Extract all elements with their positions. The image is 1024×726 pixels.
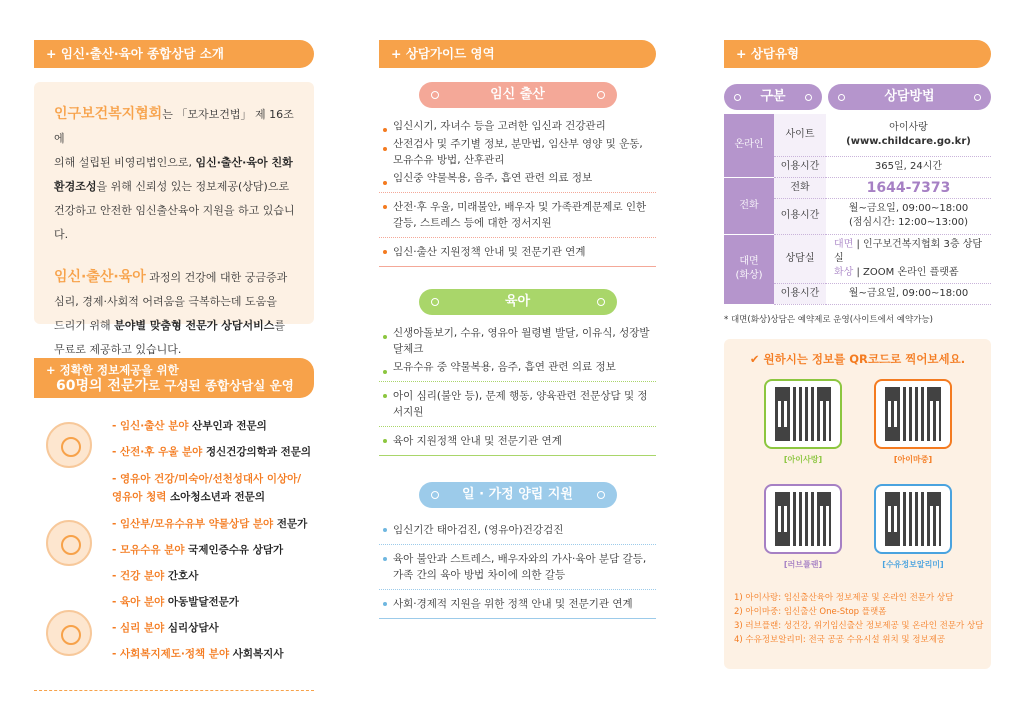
qr-label: [아이사랑] [783,454,823,464]
intro-text: 는 「모자보건법」 제 16조에 [54,108,294,145]
hours-label: 이용시간 [774,198,826,234]
intro-paragraph-1 [54,102,296,247]
types-header: + 상담유형 [724,40,991,68]
intro-text: 를 [274,319,286,332]
hours-label: 이용시간 [774,283,826,304]
qr-code-aisarang[interactable] [764,379,842,449]
qr-label: [러브플랜] [783,559,823,569]
guide-header: + 상담가이드 영역 [379,40,656,68]
qr-code-icon [885,492,941,546]
expert-list [34,414,314,674]
guide-item: 산전·후 우울, 미래불안, 배우자 및 가족관계문제로 인한 갈등, 스트레스 등에 대한 정서지원 [379,193,656,237]
room-label: 상담실 [774,234,826,283]
intro-text: 무료로 제공하고 있습니다. [54,343,182,356]
qr-desc-item: 2) 아이마중: 임신출산 One-Stop 플랫폼 [734,606,887,617]
qr-desc-item: 4) 수유정보알리미: 전국 공공 수유시설 위치 및 정보제공 [734,634,946,645]
types-table [724,114,991,305]
room-tag: 대면 [834,238,854,250]
guide-item: 임신시기, 자녀수 등을 고려한 임신과 건강관리 [379,116,656,135]
site-url[interactable]: (www.childcare.go.kr) [846,135,971,147]
cat-online: 온라인 [724,114,774,177]
intro-text: 을 위해 신뢰성 있는 정보제공(상담)으로 [96,180,290,193]
types-table-head [724,84,991,110]
group-title-childcare: 육아 [419,289,617,315]
baby-icon [46,610,92,656]
qr-label: [아이마중] [893,454,933,464]
intro-text: 심리, 경제·사회적 어려움을 극복하는데 도움을 [54,295,277,308]
experts-header [34,358,314,398]
qr-desc-item: 1) 아이사랑: 임신출산육아 정보제공 및 온라인 전문가 상담 [734,592,954,603]
lunch-hours: (점심시간: 12:00~13:00) [848,217,968,228]
types-column [724,40,991,669]
reservation-note: * 대면(화상)상담은 예약제로 운영(사이트에서 예약가능) [724,314,933,325]
phone-number[interactable]: 1644-7373 [826,177,991,198]
phone-label: 전화 [774,177,826,198]
qr-label: [수유정보알리미] [882,559,944,569]
expert-item: - 임산부/모유수유부 약물상담 분야 전문가 [112,518,308,530]
qr-code-aimajung[interactable] [874,379,952,449]
qr-code-loveplan[interactable] [764,484,842,554]
guide-item: 사회·경제적 지원을 위한 정책 안내 및 전문기관 연계 [379,590,656,618]
guide-item: 임신기간 태아검진, (영유아)건강검진 [379,516,656,544]
table-row [724,234,991,283]
intro-highlight: 임신·출산·육아 [54,269,146,285]
experts-header-line1: + 정확한 정보제공을 위한 [46,363,179,377]
qr-desc-item: 3) 러브플랜: 성건강, 위기임신출산 정보제공 및 온라인 전문가 상담 [734,620,984,631]
intro-text: 드리기 위해 [54,319,115,332]
guide-item: 육아 지원정책 안내 및 전문기관 연계 [379,427,656,455]
face-hours: 월~금요일, 09:00~18:00 [826,283,991,304]
table-row [724,114,991,156]
qr-code-feeding[interactable] [874,484,952,554]
expert-item: - 심리 분야 심리상담사 [112,622,219,634]
intro-paragraph-2 [54,265,296,362]
cat-face: 대면 (화상) [724,234,774,304]
intro-header: + 임신·출산·육아 종합상담 소개 [34,40,314,68]
group-title-worklife: 일 · 가정 양립 지원 [419,482,617,508]
room-text: | 인구보건복지협회 3층 상담실 [834,238,983,264]
intro-box [34,82,314,356]
expert-item: - 모유수유 분야 국제인증수유 상담가 [112,544,284,556]
site-cell[interactable] [826,114,991,156]
site-label: 사이트 [774,114,826,156]
guide-group-pregnancy [379,82,656,267]
experts-header-line2: 로 구성된 종합상담실 운영 [147,378,294,393]
pregnant-icon [46,520,92,566]
table-row [724,177,991,198]
expert-item: - 사회복지제도·정책 분야 사회복지사 [112,648,284,660]
head-category: 구분 [724,84,822,110]
guide-item: 모유수유 중 약물복용, 음주, 흡연 관련 의료 정보 [379,358,656,381]
site-name: 아이사랑 [889,121,928,133]
experts-count: 60명의 전문가 [56,378,148,394]
online-hours: 365일, 24시간 [826,156,991,177]
qr-code-icon [775,492,831,546]
intro-bold: 임신·출산·육아 친화 [195,156,293,169]
expert-item: - 산전·후 우울 분야 정신건강의학과 전문의 [112,446,312,458]
phone-hours: 월~금요일, 09:00~18:00 [848,203,969,214]
guide-group-worklife [379,482,656,619]
guide-item: 임신·출산 지원정책 안내 및 전문기관 연계 [379,238,656,266]
intro-bold: 분야별 맞춤형 전문가 상담서비스 [114,319,275,332]
guide-item: 산전검사 및 주기별 정보, 분만법, 임산부 영양 및 운동, 모유수유 방법, 산후관리 [379,135,656,169]
guide-group-childcare [379,289,656,456]
intro-text: 건강하고 안전한 임신출산육아 지원을 하고 있습니다. [54,204,295,241]
room-tag: 화상 [834,266,854,278]
expert-item: - 영유아 건강/미숙아/선천성대사 이상아/ [112,473,302,485]
expert-item: - 임신·출산 분야 산부인과 전문의 [112,420,267,432]
intro-text: 의해 설립된 비영리법인으로, [54,156,196,169]
qr-code-icon [775,387,831,441]
divider [34,690,314,691]
qr-title: ✔ 원하시는 정보를 QR코드로 찍어보세요. [749,351,966,366]
hours-label: 이용시간 [774,156,826,177]
cat-phone: 전화 [724,177,774,234]
room-text: | ZOOM 온라인 플랫폼 [853,266,959,278]
guide-item: 육아 불안과 스트레스, 배우자와의 가사·육아 분담 갈등, 가족 간의 육아 방법 차이에 의한 갈등 [379,545,656,589]
expert-item: - 건강 분야 간호사 [112,570,199,582]
guide-item: 임신중 약물복용, 음주, 흡연 관련 의료 정보 [379,169,656,192]
group-title-pregnancy: 임신 출산 [419,82,617,108]
head-method: 상담방법 [828,84,991,110]
guide-column [379,40,656,619]
org-name: 인구보건복지협회 [54,106,163,122]
qr-descriptions [734,591,983,647]
doctor-icon [46,422,92,468]
intro-column [34,40,314,674]
intro-bold: 환경조성 [54,180,97,193]
qr-code-icon [885,387,941,441]
intro-text: 과정의 건강에 대한 궁금증과 [145,271,288,284]
guide-item: 신생아돌보기, 수유, 영유아 월령별 발달, 이유식, 성장발달체크 [379,323,656,358]
expert-item: - 육아 분야 아동발달전문가 [112,596,239,608]
expert-item: 영유아 청력 소아청소년과 전문의 [112,491,265,503]
qr-box [724,339,991,669]
guide-item: 아이 심리(불안 등), 문제 행동, 양육관련 전문상담 및 정서지원 [379,382,656,426]
